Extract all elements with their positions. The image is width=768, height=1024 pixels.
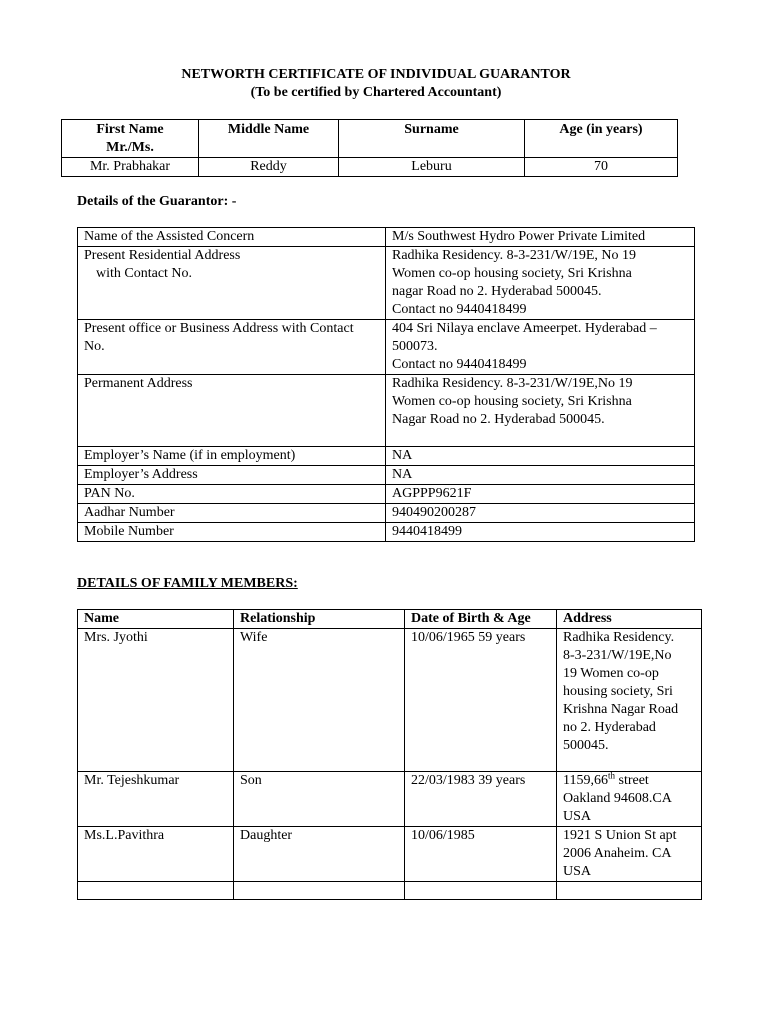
employer-name-label: Employer’s Name (if in employment) [78, 447, 386, 466]
family-dob-cell: 10/06/1985 [405, 827, 557, 882]
first-name-header-line1: First Name [96, 122, 164, 137]
family-name-cell: Mrs. Jyothi [78, 629, 234, 772]
address-line: Radhika Residency. [563, 630, 675, 645]
table-row [78, 827, 702, 882]
mobile-label: Mobile Number [78, 523, 386, 542]
first-name-header [62, 120, 199, 158]
table-row [78, 466, 695, 485]
residential-label-line1: Present Residential Address [84, 248, 241, 263]
pan-label: PAN No. [78, 485, 386, 504]
employer-name-value: NA [386, 447, 695, 466]
permanent-address-value [386, 375, 695, 447]
family-relationship-cell: Wife [234, 629, 405, 772]
assisted-concern-value: M/s Southwest Hydro Power Private Limited [386, 228, 695, 247]
family-address-cell [557, 629, 702, 772]
residential-address-value [386, 247, 695, 320]
table-row [62, 158, 678, 177]
table-row-empty [78, 882, 702, 900]
empty-cell [234, 882, 405, 900]
office-value-line2: 500073. [392, 339, 438, 354]
address-line: 1921 S Union St apt [563, 828, 677, 843]
office-value-line1: 404 Sri Nilaya enclave Ameerpet. Hyderabad – [392, 321, 657, 336]
surname-cell: Leburu [339, 158, 525, 177]
office-address-value [386, 320, 695, 375]
permanent-address-label: Permanent Address [78, 375, 386, 447]
residential-value-line1: Radhika Residency. 8-3-231/W/19E, No 19 [392, 248, 637, 263]
middle-name-cell: Reddy [199, 158, 339, 177]
office-address-label [78, 320, 386, 375]
table-row [78, 485, 695, 504]
employer-address-label: Employer’s Address [78, 466, 386, 485]
surname-header: Surname [339, 120, 525, 158]
aadhar-value: 940490200287 [386, 504, 695, 523]
table-row [78, 447, 695, 466]
pan-value: AGPPP9621F [386, 485, 695, 504]
address-line: 19 Women co-op [563, 666, 659, 681]
empty-cell [405, 882, 557, 900]
family-members-table [77, 609, 702, 900]
table-row [78, 320, 695, 375]
permanent-value-line2: Women co-op housing society, Sri Krishna [392, 394, 632, 409]
permanent-value-line3: Nagar Road no 2. Hyderabad 500045. [392, 412, 605, 427]
residential-value-line2: Women co-op housing society, Sri Krishna [392, 266, 632, 281]
family-dob-cell: 10/06/1965 59 years [405, 629, 557, 772]
empty-cell [78, 882, 234, 900]
family-members-heading: DETAILS OF FAMILY MEMBERS: [77, 576, 298, 591]
table-header-row [62, 120, 678, 158]
address-line: 500045. [563, 738, 609, 753]
age-header: Age (in years) [525, 120, 678, 158]
address-line: Krishna Nagar Road [563, 702, 679, 717]
middle-name-header: Middle Name [199, 120, 339, 158]
table-row [78, 629, 702, 772]
table-row [78, 523, 695, 542]
address-line: 1159,66 [563, 773, 608, 788]
table-row [78, 228, 695, 247]
family-name-cell: Mr. Tejeshkumar [78, 772, 234, 827]
mobile-value: 9440418499 [386, 523, 695, 542]
office-label-line1: Present office or Business Address with Contact [84, 321, 354, 336]
aadhar-label: Aadhar Number [78, 504, 386, 523]
table-row [78, 247, 695, 320]
family-relationship-cell: Son [234, 772, 405, 827]
guarantor-details-table [77, 227, 695, 542]
office-label-line2: No. [84, 339, 105, 354]
family-address-cell [557, 772, 702, 827]
address-header: Address [557, 610, 702, 629]
family-name-cell: Ms.L.Pavithra [78, 827, 234, 882]
residential-label-line2: with Contact No. [96, 266, 193, 281]
address-line: 2006 Anaheim. CA [563, 846, 672, 861]
address-line: street [615, 773, 649, 788]
document-subtitle: (To be certified by Chartered Accountant) [250, 85, 502, 100]
table-header-row [78, 610, 702, 629]
office-value-line3: Contact no 9440418499 [392, 357, 527, 372]
table-row [78, 772, 702, 827]
family-relationship-cell: Daughter [234, 827, 405, 882]
guarantor-details-heading: Details of the Guarantor: - [77, 194, 237, 209]
first-name-header-line2: Mr./Ms. [106, 140, 154, 155]
address-line: no 2. Hyderabad [563, 720, 656, 735]
residential-value-line3: nagar Road no 2. Hyderabad 500045. [392, 284, 602, 299]
first-name-cell: Mr. Prabhakar [62, 158, 199, 177]
residential-value-line4: Contact no 9440418499 [392, 302, 527, 317]
age-cell: 70 [525, 158, 678, 177]
family-dob-cell: 22/03/1983 39 years [405, 772, 557, 827]
address-line: housing society, Sri [563, 684, 673, 699]
address-line: Oakland 94608.CA [563, 791, 672, 806]
address-line: 8-3-231/W/19E,No [563, 648, 672, 663]
address-line: USA [563, 809, 592, 824]
family-address-cell [557, 827, 702, 882]
dob-header: Date of Birth & Age [405, 610, 557, 629]
employer-address-value: NA [386, 466, 695, 485]
guarantor-name-table [61, 119, 678, 177]
name-header: Name [78, 610, 234, 629]
table-row [78, 504, 695, 523]
table-row [78, 375, 695, 447]
assisted-concern-label: Name of the Assisted Concern [78, 228, 386, 247]
empty-cell [557, 882, 702, 900]
relationship-header: Relationship [234, 610, 405, 629]
document-title: NETWORTH CERTIFICATE OF INDIVIDUAL GUARANTOR [181, 67, 571, 82]
ordinal-superscript: th [607, 770, 615, 781]
permanent-value-line1: Radhika Residency. 8-3-231/W/19E,No 19 [392, 376, 633, 391]
address-line: USA [563, 864, 592, 879]
residential-address-label [78, 247, 386, 320]
